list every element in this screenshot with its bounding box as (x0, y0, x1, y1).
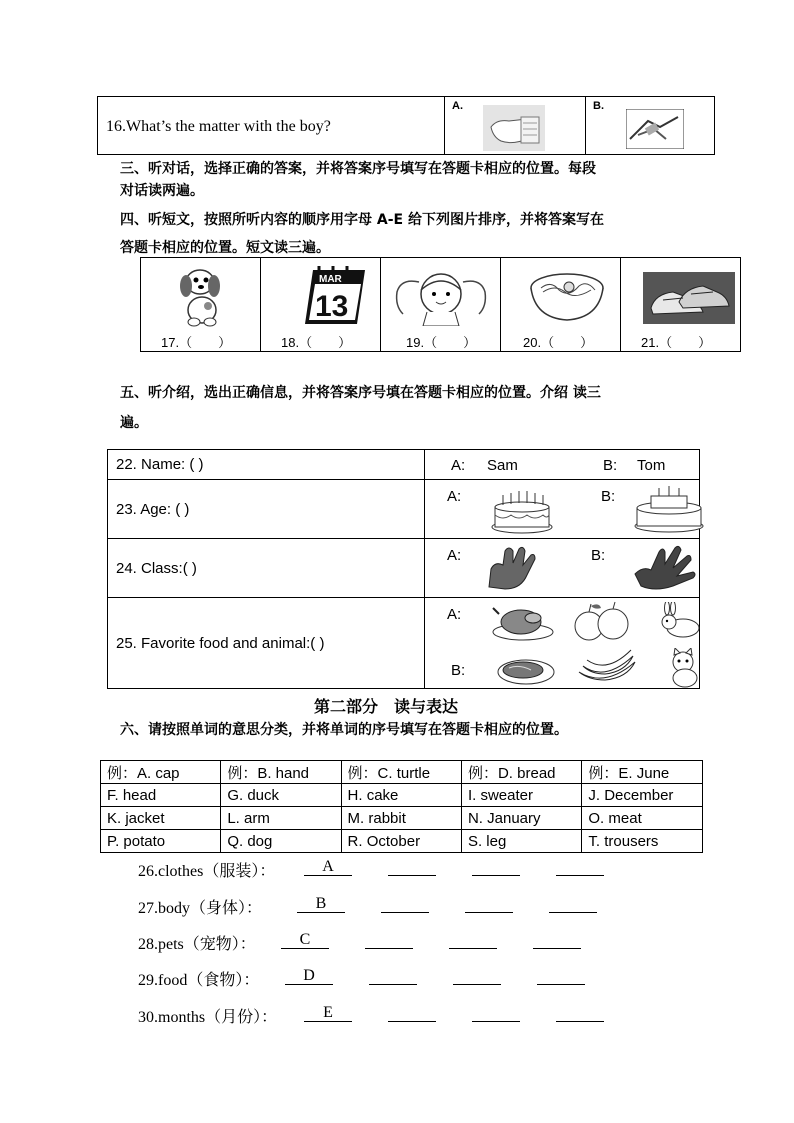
svg-text:MAR: MAR (319, 274, 342, 285)
q22-label: 22. Name: ( ) (116, 456, 204, 473)
answer-blank[interactable]: D (285, 967, 333, 985)
word-cell: S. leg (461, 830, 581, 853)
q25-label: 25. Favorite food and animal:( ) (116, 634, 325, 652)
word-cell: 例：D. bread (461, 761, 581, 784)
answer-blank[interactable] (465, 895, 513, 913)
category-row (138, 895, 327, 918)
table-row (101, 761, 703, 784)
word-cell: 例：E. June (582, 761, 703, 784)
section3-instruction: 三、听对话，选择正确的答案，并将答案序号填写在答题卡相应的位置。每段 对话读两遍。 (120, 161, 596, 199)
picture-cell-18: MAR 13 18.（ ） (261, 258, 381, 352)
q25-cell (108, 598, 425, 689)
table-row (101, 807, 703, 830)
table-row (101, 830, 703, 853)
word-cell: J. December (582, 784, 703, 807)
word-table (100, 760, 703, 853)
category-label: 30.months（月份）： (138, 1009, 278, 1026)
word-cell: M. rabbit (341, 807, 461, 830)
category-row (138, 967, 315, 990)
bananas-icon[interactable] (575, 648, 641, 686)
picture-cell-17: 17.（ ） (141, 258, 261, 352)
word-cell: R. October (341, 830, 461, 853)
hand-bandage-icon (483, 105, 545, 151)
svg-text:13: 13 (315, 290, 349, 323)
answer-blank[interactable] (365, 931, 413, 949)
q23-label: 23. Age: ( ) (116, 500, 190, 518)
word-cell: F. head (101, 784, 221, 807)
word-cell: P. potato (101, 830, 221, 853)
puppy-icon (176, 264, 228, 328)
girl-icon (393, 268, 489, 326)
apples-icon[interactable] (569, 600, 635, 642)
q22-option-b[interactable]: Tom (637, 457, 666, 474)
answer-blank[interactable] (369, 967, 417, 985)
q16-question: 16.What’s the matter with the boy? (106, 117, 331, 135)
q23-cell (108, 480, 425, 539)
word-cell: O. meat (582, 807, 703, 830)
answer-blank[interactable]: A (304, 858, 352, 876)
q16-table (97, 96, 715, 155)
category-label: 29.food（食物）： (138, 972, 260, 989)
answer-blank[interactable]: C (281, 931, 329, 949)
category-row (138, 1004, 333, 1027)
answer-blank[interactable] (381, 895, 429, 913)
answer-blank[interactable] (388, 858, 436, 876)
q24-cell (108, 539, 425, 598)
q24-label: 24. Class:( ) (116, 559, 197, 577)
answer-blank[interactable] (556, 1004, 604, 1022)
category-label: 26.clothes（服装）： (138, 863, 276, 880)
category-label: 28.pets（宠物）： (138, 936, 256, 953)
picture-cell-21: 21.（ ） (621, 258, 741, 352)
steak-icon[interactable] (495, 654, 557, 686)
picture-order-table (140, 257, 741, 352)
word-cell: L. arm (221, 807, 341, 830)
answer-blank[interactable]: E (304, 1004, 352, 1022)
answer-blank[interactable] (537, 967, 585, 985)
q16-option-b[interactable]: B. (586, 97, 715, 155)
word-cell: N. January (461, 807, 581, 830)
hand-gesture-icon[interactable] (629, 544, 701, 592)
answer-blank[interactable] (556, 858, 604, 876)
word-cell: 例：A. cap (101, 761, 221, 784)
answer-blank[interactable] (388, 1004, 436, 1022)
intro-table (107, 449, 700, 689)
answer-blank[interactable] (549, 895, 597, 913)
answer-blank[interactable] (533, 931, 581, 949)
word-cell: I. sweater (461, 784, 581, 807)
birthday-cake-icon[interactable] (633, 486, 705, 534)
divider (554, 688, 657, 689)
picture-cell-20: 20.（ ） (501, 258, 621, 352)
word-cell: G. duck (221, 784, 341, 807)
answer-blank[interactable] (453, 967, 501, 985)
shoes-icon (643, 272, 735, 324)
q22-options (425, 450, 700, 480)
q23-options: A: B: (425, 480, 700, 539)
q22-option-a[interactable]: Sam (487, 457, 518, 474)
cat-icon[interactable] (663, 648, 705, 688)
word-cell: 例：B. hand (221, 761, 341, 784)
answer-blank[interactable] (449, 931, 497, 949)
hand-gesture-icon[interactable] (485, 545, 543, 591)
word-cell: H. cake (341, 784, 461, 807)
section6-instruction: 六、请按照单词的意思分类，并将单词的序号填写在答题卡相应的位置。 (120, 722, 568, 738)
word-cell: T. trousers (582, 830, 703, 853)
section5-instruction: 五、听介绍，选出正确信息，并将答案序号填在答题卡相应的位置。介绍 读三 遍。 (120, 385, 601, 431)
calendar-icon (299, 266, 369, 328)
q22-option-b-label: B: (603, 457, 618, 474)
q25-options: A: B: (425, 598, 700, 689)
birthday-cake-icon[interactable] (489, 485, 555, 535)
part2-title: 第二部分 读与表达 (314, 697, 459, 716)
word-cell: K. jacket (101, 807, 221, 830)
word-cell: 例：C. turtle (341, 761, 461, 784)
q24-options: A: B: (425, 539, 700, 598)
q16-question-cell (98, 97, 445, 155)
section4-instruction: 四、听短文，按照所听内容的顺序用字母 A-E 给下列图片排序，并将答案写在 答题卡相应的位置。短文读三遍。 (120, 212, 604, 256)
q22-option-a-label: A: (451, 457, 466, 474)
answer-blank[interactable] (472, 1004, 520, 1022)
category-row (138, 931, 311, 954)
q22-cell (108, 450, 425, 480)
category-row (138, 858, 334, 881)
table-row (101, 784, 703, 807)
answer-blank[interactable] (472, 858, 520, 876)
roast-chicken-icon[interactable] (489, 602, 555, 642)
hand-cut-icon (626, 109, 684, 149)
q16-option-a[interactable]: A. (445, 97, 586, 155)
category-label: 27.body（身体）： (138, 900, 263, 917)
word-cell: Q. dog (221, 830, 341, 853)
picture-cell-19: 19.（ ） (381, 258, 501, 352)
answer-blank[interactable]: B (297, 895, 345, 913)
noodle-bowl-icon (529, 270, 605, 324)
rabbit-icon[interactable] (659, 602, 703, 638)
